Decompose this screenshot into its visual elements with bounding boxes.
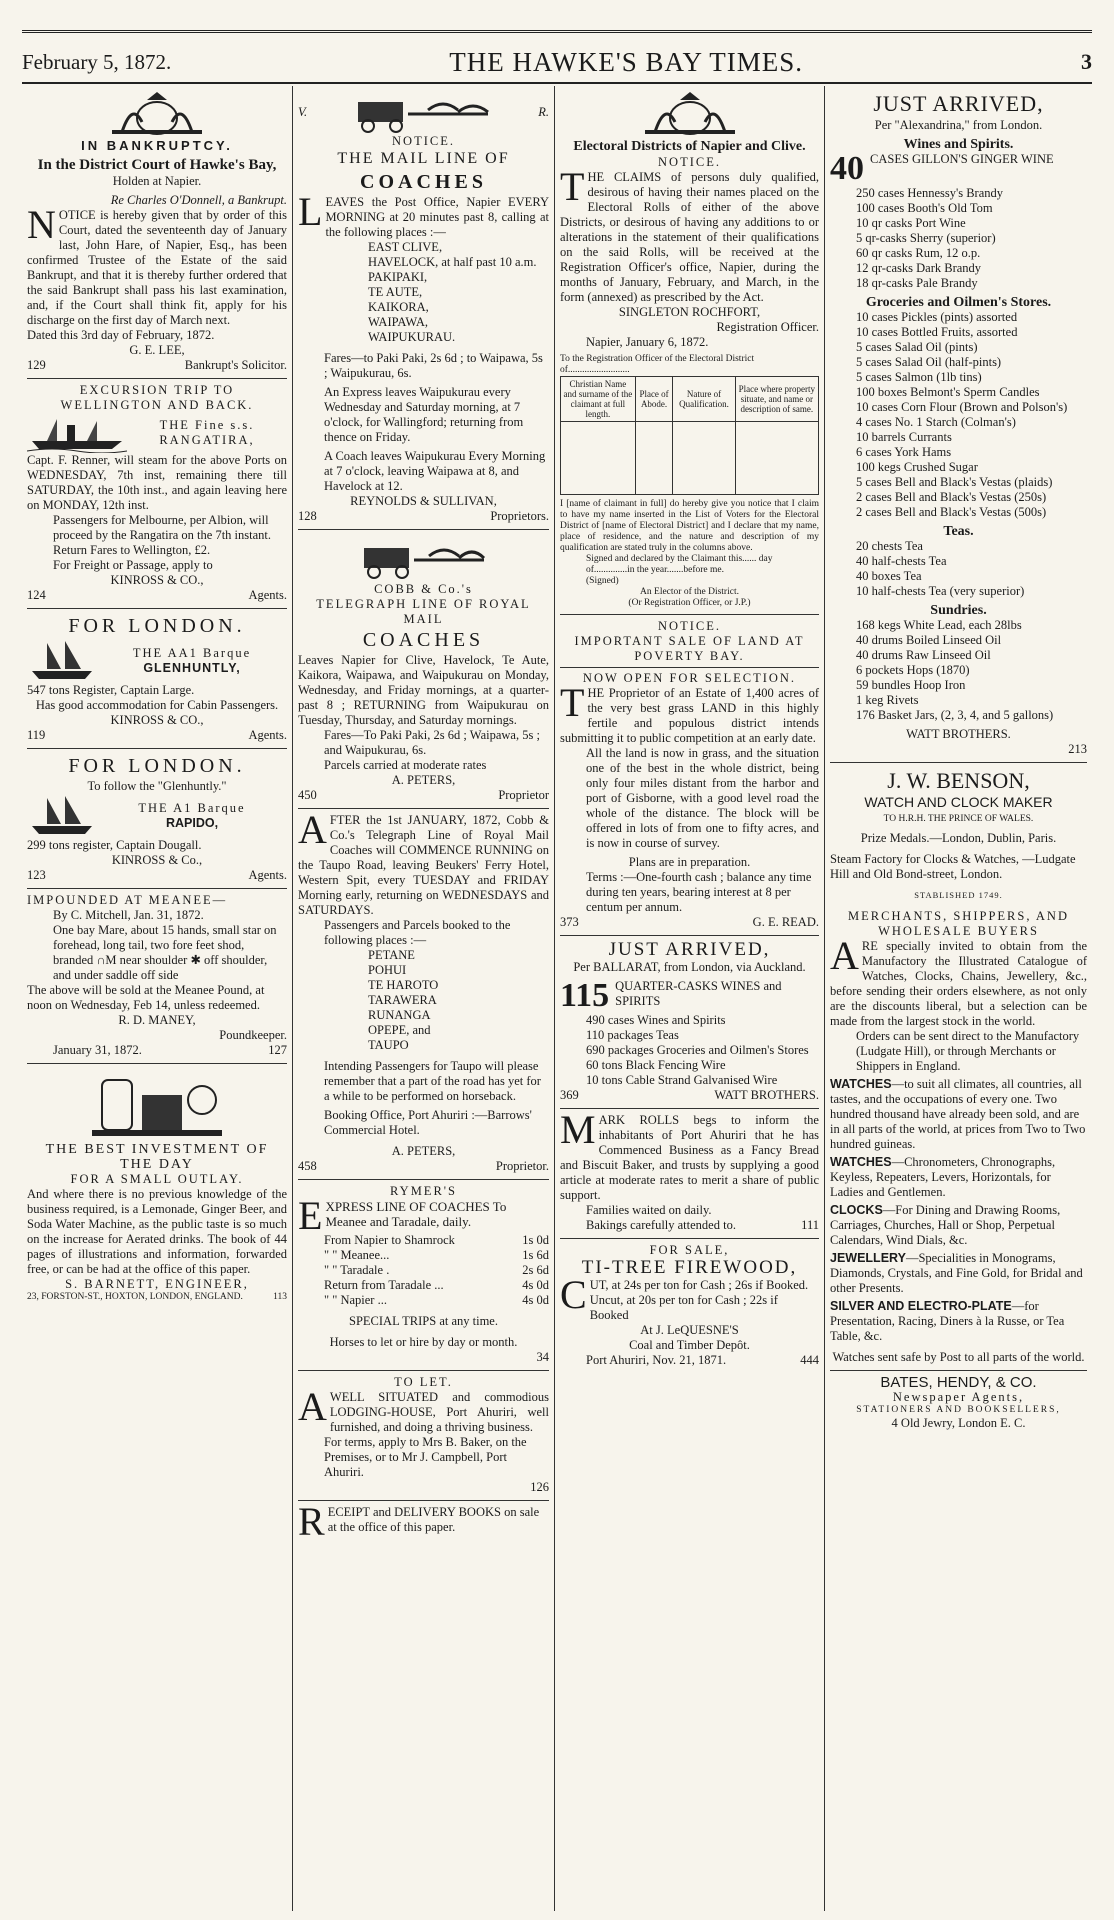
grocery-item: 10 barrels Currants	[856, 430, 952, 444]
booking-office: Booking Office, Port Ahuriri :—Barrows' Commercial Hotel.	[324, 1108, 532, 1137]
seller-name: WATT BROTHERS.	[906, 727, 1011, 741]
arrival-item: 110 packages Teas	[586, 1028, 679, 1042]
benson-trade: WATCH AND CLOCK MAKER	[864, 794, 1053, 810]
place-item: PAKIPAKI,	[368, 270, 428, 284]
ad-number: 129	[27, 358, 46, 372]
officer-name: SINGLETON ROCHFORT,	[618, 305, 761, 319]
fare-route: " " Napier ...	[324, 1293, 387, 1307]
benson-items	[830, 1077, 1087, 1344]
agent-name: KINROSS & CO.,	[110, 573, 204, 587]
seller-name: WATT BROTHERS.	[714, 1088, 819, 1102]
place-item: OPEPE, and	[368, 1023, 431, 1037]
benson-item-text: —Specialities in Monograms, Diamonds, Crystals, and Fine Gold, for Bridal and other Presents.	[830, 1251, 1083, 1295]
grocery-item: 100 boxes Belmont's Sperm Candles	[856, 385, 1040, 399]
wine-item: 18 qr-casks Pale Brandy	[856, 276, 978, 290]
benson-item-text: —for Presentation, Racing, Diners à la Russe, or Tea Table, &c.	[830, 1299, 1065, 1343]
poundkeeper-name: R. D. MANEY,	[118, 1013, 196, 1027]
taupo-body: AFTER the 1st JANUARY, 1872, Cobb & Co.'s Telegraph Line of Royal Mail Coaches will COMMENCE RUNNING on the Taupo Road, leaving Beukers' Ferry Hotel, Western Spit, every TUESDAY and FRIDAY Morning early, returning on WEDNESDAYS and SATURDAYS.	[298, 807, 549, 917]
ship-name: RANGATIRA,	[159, 433, 255, 447]
header-rule	[22, 82, 1092, 84]
firewood-name: TI-TREE FIREWOOD,	[581, 1257, 798, 1278]
fare-route: From Napier to Shamrock	[324, 1233, 455, 1247]
grocery-item: 5 cases Salad Oil (pints)	[856, 340, 978, 354]
benson-prize: Prize Medals.—London, Dublin, Paris.	[860, 831, 1057, 845]
bates-hendy-ad	[830, 1371, 1087, 1436]
mail-express: An Express leaves Waipukurau every Wednesday and Saturday morning, at 7 o'clock, for Wallingford; returning from thence on Friday.	[324, 385, 524, 444]
ad-number: 119	[27, 728, 46, 742]
column-1	[22, 86, 292, 1911]
benson-item-text: —Chronometers, Chronographs, Keyless, Repeaters, Levers, Horizontals, for Ladies and Gentlemen.	[830, 1155, 1056, 1199]
baker-families: Families waited on daily.	[586, 1203, 712, 1217]
ad-number: 113	[273, 1292, 287, 1302]
taupo-passengers: Passengers and Parcels booked to the following places :—	[324, 918, 511, 947]
royal-crest-icon	[635, 92, 745, 136]
proprietor-name: A. PETERS,	[391, 1144, 456, 1158]
form-cell	[635, 422, 673, 495]
issue-date: February 5, 1872.	[22, 49, 172, 74]
grocery-item: 2 cases Bell and Black's Vestas (250s)	[856, 490, 1047, 504]
signed-declared: Signed and declared by the Claimant this...... day of..............in the year.......before me.	[586, 554, 773, 575]
elector-line: An Elector of the District.	[640, 587, 739, 597]
taupo-places-list	[298, 948, 549, 1053]
poundkeeper-role: Poundkeeper.	[219, 1028, 287, 1042]
signature-role: Bankrupt's Solicitor.	[184, 358, 287, 372]
barque-intro: THE A1 Barque	[138, 801, 246, 815]
ad-number: 128	[298, 509, 317, 523]
grocery-item: 4 cases No. 1 Starch (Colman's)	[856, 415, 1016, 429]
ad-number: 126	[530, 1480, 549, 1494]
coach-and-horses-icon	[354, 536, 494, 580]
fare-route: " " Taradale .	[324, 1263, 390, 1277]
groceries-list	[830, 310, 1087, 520]
impounded-description: One bay Mare, about 15 hands, small star on forehead, long tail, two fore feet shod, branded ∩M near shoulder ✱ off shoulder, and under saddle off side	[53, 923, 277, 982]
excursion-passengers: Passengers for Melbourne, per Albion, will proceed by the Rangatira on the 7th instant.	[53, 513, 271, 542]
place-item: RUNANGA	[368, 1008, 431, 1022]
royal-crest-icon	[102, 92, 212, 136]
arrived-title: JUST ARRIVED,	[873, 91, 1044, 116]
court-name: In the District Court of Hawke's Bay,	[37, 157, 277, 173]
depot-owner: At J. LeQUESNE'S	[640, 1323, 739, 1337]
masthead	[22, 44, 1092, 80]
cobb-coaches-ad	[298, 530, 549, 809]
baker-ad	[560, 1109, 819, 1239]
tea-item: 40 boxes Tea	[856, 569, 922, 583]
taupo-note: Intending Passengers for Taupo will please remember that a part of the road has yet for a while to be performed on horseback.	[324, 1059, 541, 1103]
coaches-title: COACHES	[360, 171, 487, 193]
form-addressee: To the Registration Officer of the Electoral District of..........................	[560, 354, 755, 375]
mail-line-title: THE MAIL LINE OF	[337, 150, 510, 167]
arrival-item: 60 tons Black Fencing Wire	[586, 1058, 726, 1072]
form-header: Place where property situate, and name or description of same.	[735, 377, 818, 422]
mail-fares: Fares—to Paki Paki, 2s 6d ; to Waipawa, 5s ; Waipukurau, 6s.	[324, 351, 543, 380]
land-body-2: All the land is now in grass, and the situation one of the best in the whole district, being only four miles distant from the harbor and port of Gisborne, with a good level road the whole of the distance. The block will be offered in lots of from one to fifty acres, and is now in course of survey.	[586, 746, 819, 850]
excursion-ad	[27, 379, 287, 609]
grocery-item: 2 cases Bell and Black's Vestas (500s)	[856, 505, 1047, 519]
arrived-per: Per BALLARAT, from London, via Auckland.	[573, 960, 806, 974]
wine-item: 60 qr casks Rum, 12 o.p.	[856, 246, 981, 260]
to-let-title: TO LET.	[394, 1375, 453, 1389]
wines-list	[830, 186, 1087, 291]
place-item: WAIPAWA,	[368, 315, 428, 329]
bankruptcy-notice	[27, 86, 287, 379]
electoral-notice	[560, 86, 819, 615]
cobb-body: Leaves Napier for Clive, Havelock, Te Aute, Kaikora, Waipawa, and Waipukurau on Monday, Wednesday, and Friday mornings, at a quarter-past 8 ; RETURNING from Waipukurau on Tuesday, Thursday, and Saturday mornings.	[298, 653, 549, 727]
bates-role-2: STATIONERS AND BOOKSELLERS,	[856, 1405, 1061, 1415]
special-trips: SPECIAL TRIPS at any time.	[349, 1314, 498, 1328]
ad-number: 450	[298, 788, 317, 802]
cobb-title: TELEGRAPH LINE OF ROYAL MAIL	[316, 597, 531, 626]
sundry-item: 176 Basket Jars, (2, 3, 4, and 5 gallons)	[856, 708, 1054, 722]
form-cell	[561, 422, 636, 495]
benson-orders: Orders can be sent direct to the Manufactory (Ludgate Hill), or through Merchants or Shippers in England.	[856, 1029, 1080, 1073]
benson-item-key: JEWELLERY	[830, 1251, 906, 1265]
place-item: EAST CLIVE,	[368, 240, 443, 254]
place-item: TE AUTE,	[368, 285, 423, 299]
land-sale-ad	[560, 615, 819, 936]
excursion-title: EXCURSION TRIP TO WELLINGTON AND BACK.	[60, 383, 254, 412]
top-double-rule	[22, 30, 1092, 33]
land-title: IMPORTANT SALE OF LAND AT POVERTY BAY.	[574, 634, 805, 663]
impounded-date: January 31, 1872.	[53, 1043, 142, 1057]
excursion-intro: THE Fine s.s.	[159, 418, 255, 432]
coach-and-horses-icon	[348, 90, 498, 134]
sundry-item: 40 drums Raw Linseed Oil	[856, 648, 991, 662]
sundry-item: 40 drums Boiled Linseed Oil	[856, 633, 1002, 647]
grocery-item: 5 cases Bell and Black's Vestas (plaids)	[856, 475, 1053, 489]
firewood-ad	[560, 1239, 819, 1373]
rymer-coaches-ad	[298, 1180, 549, 1371]
sailing-ship-icon	[27, 639, 97, 683]
firewood-date: Port Ahuriri, Nov. 21, 1871.	[586, 1353, 727, 1367]
investment-subtitle: FOR A SMALL OUTLAY.	[70, 1172, 244, 1186]
land-plans: Plans are in preparation.	[628, 855, 751, 869]
ship-register: 299 tons register, Captain Dougall.	[27, 838, 202, 852]
page-number: 3	[1081, 49, 1092, 74]
to-let-terms: For terms, apply to Mrs B. Baker, on the Premises, or to Mr J. Campbell, Port Ahuriri.	[324, 1435, 527, 1479]
place-item: POHUI	[368, 963, 407, 977]
cobb-name: COBB & Co.'s	[374, 582, 473, 596]
engineer-name: S. BARNETT, ENGINEER,	[65, 1277, 249, 1291]
crest-left-letter: V.	[298, 104, 308, 119]
column-2	[292, 86, 554, 1911]
grocery-item: 10 cases Bottled Fruits, assorted	[856, 325, 1018, 339]
tea-item: 10 half-chests Tea (very superior)	[856, 584, 1025, 598]
notice-label: NOTICE.	[392, 134, 455, 148]
benson-post: Watches sent safe by Post to all parts of the world.	[832, 1350, 1085, 1364]
rymer-name: RYMER'S	[390, 1184, 457, 1198]
cask-count: 115	[560, 979, 610, 1013]
grocery-item: 5 cases Salmon (1lb tins)	[856, 370, 982, 384]
soda-machine-icon	[82, 1070, 232, 1140]
grocery-item: 10 cases Pickles (pints) assorted	[856, 310, 1018, 324]
crest-right-letter: R.	[538, 104, 549, 119]
alexandrina-arrivals-ad	[830, 86, 1087, 763]
horses-to-let: Horses to let or hire by day or month.	[329, 1335, 518, 1349]
grocery-item: 6 cases York Hams	[856, 445, 952, 459]
land-body: THE Proprietor of an Estate of 1,400 acres of the very best grass LAND in this highly fertile and populous district intends submitting it to public competition at an early date.	[560, 680, 819, 745]
benson-name: J. W. BENSON,	[887, 768, 1030, 793]
sundry-item: 168 kegs White Lead, each 28lbs	[856, 618, 1022, 632]
benson-body: ARE specially invited to obtain from the Manufactory the Illustrated Catalogue of Watches, Clocks, Chains, Jewellery, &c., before sending their orders elsewhere, as not only are the discounts liberal, but a selection can be made from the largest stock in the world.	[830, 933, 1087, 1028]
rymer-fares	[298, 1233, 549, 1308]
benson-item-key: SILVER AND ELECTRO-PLATE	[830, 1299, 1012, 1313]
place-item: PETANE	[368, 948, 415, 962]
groceries-heading: Groceries and Oilmen's Stores.	[865, 295, 1052, 310]
benson-royal: TO H.R.H. THE PRINCE OF WALES.	[883, 814, 1034, 824]
arrival-item: 490 cases Wines and Spirits	[586, 1013, 726, 1027]
ship-name: GLENHUNTLY,	[143, 661, 241, 675]
tea-item: 40 half-chests Tea	[856, 554, 947, 568]
depot-name: Coal and Timber Depôt.	[629, 1338, 750, 1352]
bates-role-1: Newspaper Agents,	[892, 1390, 1025, 1404]
ad-number: 458	[298, 1159, 317, 1173]
form-header: Nature of Qualification.	[673, 377, 735, 422]
ad-number: 127	[268, 1043, 287, 1057]
sailing-ship-icon	[27, 794, 97, 838]
benson-item-key: WATCHES	[830, 1155, 892, 1169]
registration-line: (Or Registration Officer, or J.P.)	[628, 598, 751, 608]
electoral-date: Napier, January 6, 1872.	[586, 335, 709, 349]
receipt-body: RECEIPT and DELIVERY BOOKS on sale at the office of this paper.	[298, 1499, 540, 1544]
for-london-glenhuntly	[27, 609, 287, 749]
investment-ad	[27, 1064, 287, 1308]
wine-item: 5 qr-casks Sherry (superior)	[856, 231, 996, 245]
fare-price: 1s 0d	[522, 1233, 549, 1247]
grocery-item: 100 kegs Crushed Sugar	[856, 460, 978, 474]
benson-item-text: —to suit all climates, all countries, all tastes, and the occupations of every one. Two hundred thousand have already been sold, and are in all parts of the world, at prices from Two to Two hundred guineas.	[830, 1077, 1086, 1151]
ad-number: 444	[800, 1353, 819, 1367]
wine-item: 100 cases Booth's Old Tom	[856, 201, 993, 215]
fare-price: 2s 6d	[522, 1263, 549, 1277]
claim-declaration: I [name of claimant in full] do hereby give you notice that I claim to have my name inserted in the List of Voters for the Electoral District of [name of Electoral District] and I declare that my name, place of residence, and the nature and description of my qualification are stated truly in the columns above.	[560, 499, 819, 553]
benson-merchants: MERCHANTS, SHIPPERS, AND WHOLESALE BUYERS	[848, 909, 1069, 938]
excursion-fares: Return Fares to Wellington, £2.	[53, 543, 211, 557]
arrival-item: 690 packages Groceries and Oilmen's Stores	[586, 1043, 809, 1057]
bankruptcy-signature: G. E. LEE,	[129, 343, 185, 357]
follow-note: To follow the "Glenhuntly."	[87, 779, 227, 793]
firewood-cut: CUT, at 24s per ton for Cash ; 26s if Booked.	[560, 1272, 809, 1317]
benson-established: STABLISHED 1749.	[914, 890, 1003, 900]
bankruptcy-body: NOTICE is hereby given that by order of this Court, dated the seventeenth day of January last, John Hare, of Napier, Esq., has been confirmed Trustee of the Estate of the said Bankrupt, and that it is thereby further ordered that the said Bankrupt shall pass his last examination, and, if the Court shall think fit, apply for his discharge on the first day of March next.	[27, 202, 287, 327]
excursion-body: Capt. F. Renner, will steam for the above Ports on WEDNESDAY, 7th inst, remaining there till SATURDAY, the 10th inst., and again leaving here on MONDAY, 12th inst.	[27, 453, 287, 512]
wine-item: 12 qr-casks Dark Brandy	[856, 261, 982, 275]
proprietor-name: A. PETERS,	[391, 773, 456, 787]
column-4	[824, 86, 1092, 1911]
cobb-fares: Fares—To Paki Paki, 2s 6d ; Waipawa, 5s ; and Waipukurau, 6s.	[324, 728, 540, 757]
investment-body: And where there is no previous knowledge of the business required, is a Lemonade, Ginger Beer, and Soda Water Machine, as the public taste is so much on the increase for Aerated drinks. The book of 44 pages of illustrations and information, forwarded free, or can be had at the office of this paper.	[27, 1187, 287, 1276]
sundries-heading: Sundries.	[930, 603, 987, 618]
form-cell	[673, 422, 735, 495]
teas-heading: Teas.	[943, 524, 974, 539]
electoral-title: Electoral Districts of Napier and Clive.	[573, 139, 806, 154]
grocery-item: 5 cases Salad Oil (half-pints)	[856, 355, 1002, 369]
teas-list	[830, 539, 1087, 599]
signed-line: (Signed)	[586, 576, 619, 586]
form-cell	[735, 422, 818, 495]
fare-price: 1s 6d	[522, 1248, 549, 1262]
cobb-parcels: Parcels carried at moderate rates	[324, 758, 487, 772]
ginger-wine-line: CASES GILLON'S GINGER WINE	[870, 152, 1054, 166]
firewood-uncut: Uncut, at 20s per ton for Cash ; 22s if Booked	[589, 1293, 778, 1322]
engineer-address: 23, FORSTON-ST., HOXTON, LONDON, ENGLAND.	[27, 1292, 243, 1302]
ballarat-arrivals-ad	[560, 936, 819, 1109]
rymer-title: EXPRESS LINE OF COACHES To Meanee and Taradale, daily.	[298, 1193, 507, 1238]
ship-register: 547 tons Register, Captain Large.	[27, 683, 195, 697]
newspaper-title: THE HAWKE'S BAY TIMES.	[449, 46, 804, 77]
agent-role: Agents.	[248, 868, 287, 882]
fare-route: " " Meanee...	[324, 1248, 390, 1262]
barque-intro: THE AA1 Barque	[132, 646, 252, 660]
mail-coach: A Coach leaves Waipukurau Every Morning at 7 o'clock, leaving Waipawa at 8, and Havelock at 12.	[324, 449, 546, 493]
notice-label: NOTICE.	[658, 619, 721, 633]
benson-item-key: CLOCKS	[830, 1203, 883, 1217]
baker-body: MARK ROLLS begs to inform the inhabitants of Port Ahuriri that he has Commenced Business as a Fancy Bread and Biscuit Baker, and trusts by supplying a good article at moderate rates to merit a share of public support.	[560, 1107, 819, 1202]
sundry-item: 6 pockets Hops (1870)	[856, 663, 970, 677]
bates-name: BATES, HENDY, & CO.	[880, 1374, 1037, 1391]
place-item: WAIPUKURAU.	[368, 330, 456, 344]
impounded-by: By C. Mitchell, Jan. 31, 1872.	[53, 908, 204, 922]
ad-number: 123	[27, 868, 46, 882]
claim-form-table	[560, 376, 819, 495]
benson-ad	[830, 763, 1087, 1371]
ad-number: 369	[560, 1088, 579, 1102]
electoral-body: THE CLAIMS of persons duly qualified, desirous of having their names placed on the Electoral Rolls of either of the above Districts, or desirous of having any additions to or alterations in the statement of their qualifications on the said Rolls, will be received at the Registration Officer's office, Napier, during the months of January, February, and March, in the form (annexed) as prescribed by the Act.	[560, 164, 819, 304]
seller-name: G. E. READ.	[752, 915, 819, 929]
bankrupt-name: Re Charles O'Donnell, a Bankrupt.	[110, 193, 287, 207]
ship-accommodation: Has good accommodation for Cabin Passengers.	[35, 698, 279, 712]
agent-role: Agents.	[248, 588, 287, 602]
benson-item-text: —For Dining and Drawing Rooms, Carriages, Churches, Hall or Shop, Perpetual Calendars, Wind Dials, &c.	[830, 1203, 1061, 1247]
ship-name: RAPIDO,	[165, 816, 219, 830]
for-london-rapido	[27, 749, 287, 889]
impounded-title: IMPOUNDED AT MEANEE—	[27, 893, 228, 907]
sundry-item: 59 bundles Hoop Iron	[856, 678, 966, 692]
ad-number: 34	[536, 1350, 549, 1364]
fare-price: 4s 0d	[522, 1293, 549, 1307]
agent-role: Agents.	[248, 728, 287, 742]
wines-heading: Wines and Spirits.	[903, 137, 1014, 152]
mail-body: LEAVES the Post Office, Napier EVERY MORNING at 20 minutes past 8, calling at the following places :—	[298, 189, 549, 239]
ad-number: 124	[27, 588, 46, 602]
officer-role: Registration Officer.	[716, 320, 819, 334]
receipt-books-ad	[298, 1499, 549, 1544]
sundry-item: 1 keg Rivets	[856, 693, 919, 707]
proprietor-role: Proprietor	[498, 788, 549, 802]
proprietor-role: Proprietors.	[490, 509, 549, 523]
ad-number: 213	[1068, 742, 1087, 756]
arrivals-list	[560, 1013, 819, 1088]
for-sale-title: FOR SALE,	[649, 1243, 730, 1257]
casks-line: QUARTER-CASKS WINES and SPIRITS	[615, 979, 782, 1008]
wine-item: 250 cases Hennessy's Brandy	[856, 186, 1004, 200]
form-header: Christian Name and surname of the claimant at full length.	[561, 377, 636, 422]
mail-coaches-ad	[298, 86, 549, 530]
place-item: TE HAROTO	[368, 978, 439, 992]
bankruptcy-dated: Dated this 3rd day of February, 1872.	[27, 328, 215, 342]
investment-title: THE BEST INVESTMENT OF THE DAY	[45, 1142, 269, 1172]
notice-label: NOTICE.	[658, 155, 721, 169]
place-item: HAVELOCK, at half past 10 a.m.	[368, 255, 537, 269]
proprietor-role: Proprietor.	[495, 1159, 549, 1173]
ad-number: 373	[560, 915, 579, 929]
for-london-title: FOR LONDON.	[68, 615, 246, 637]
coaches-title: COACHES	[362, 629, 485, 651]
excursion-freight: For Freight or Passage, apply to	[53, 558, 213, 572]
steamship-icon	[27, 413, 127, 453]
impounded-notice	[27, 889, 287, 1064]
sundries-list	[830, 618, 1087, 723]
land-terms: Terms :—One-fourth cash ; balance any time during ten years, bearing interest at 8 per centum per annum.	[586, 870, 812, 914]
baker-bakings: Bakings carefully attended to.	[586, 1218, 736, 1232]
tea-item: 20 chests Tea	[856, 539, 923, 553]
agent-name: KINROSS & CO.,	[110, 713, 204, 727]
bankruptcy-title: IN BANKRUPTCY.	[81, 138, 233, 153]
benson-item-key: WATCHES	[830, 1077, 892, 1091]
court-location: Holden at Napier.	[112, 174, 202, 188]
bates-address: 4 Old Jewry, London E. C.	[891, 1416, 1026, 1430]
ginger-wine-count: 40	[830, 152, 864, 186]
impounded-sale: The above will be sold at the Meanee Pound, at noon on Wednesday, Feb 14, unless redeemed.	[27, 983, 265, 1012]
arrival-item: 10 tons Cable Strand Galvanised Wire	[586, 1073, 778, 1087]
proprietor-name: REYNOLDS & SULLIVAN,	[350, 494, 497, 508]
arrived-per: Per "Alexandrina," from London.	[874, 118, 1043, 132]
mail-places-list	[298, 240, 549, 345]
for-london-title: FOR LONDON.	[68, 755, 246, 777]
arrived-title: JUST ARRIVED,	[608, 939, 771, 960]
to-let-ad	[298, 1371, 549, 1501]
place-item: TAUPO	[368, 1038, 409, 1052]
taupo-road-ad	[298, 809, 549, 1180]
form-header: Place of Abode.	[635, 377, 673, 422]
to-let-body: AWELL SITUATED and commodious LODGING-HOUSE, Port Ahuriri, well furnished, and doing a thriving business.	[298, 1384, 549, 1434]
fare-price: 4s 0d	[522, 1278, 549, 1292]
wine-item: 10 qr casks Port Wine	[856, 216, 966, 230]
place-item: KAIKORA,	[368, 300, 429, 314]
ad-number: 111	[801, 1218, 819, 1232]
land-open: NOW OPEN FOR SELECTION.	[560, 667, 819, 686]
place-item: TARAWERA	[368, 993, 437, 1007]
agent-name: KINROSS & Co.,	[111, 853, 203, 867]
grocery-item: 10 cases Corn Flour (Brown and Polson's)	[856, 400, 1068, 414]
fare-route: Return from Taradale ...	[324, 1278, 444, 1292]
column-3	[554, 86, 824, 1911]
benson-steam: Steam Factory for Clocks & Watches, —Ludgate Hill and Old Bond-street, London.	[830, 852, 1076, 881]
